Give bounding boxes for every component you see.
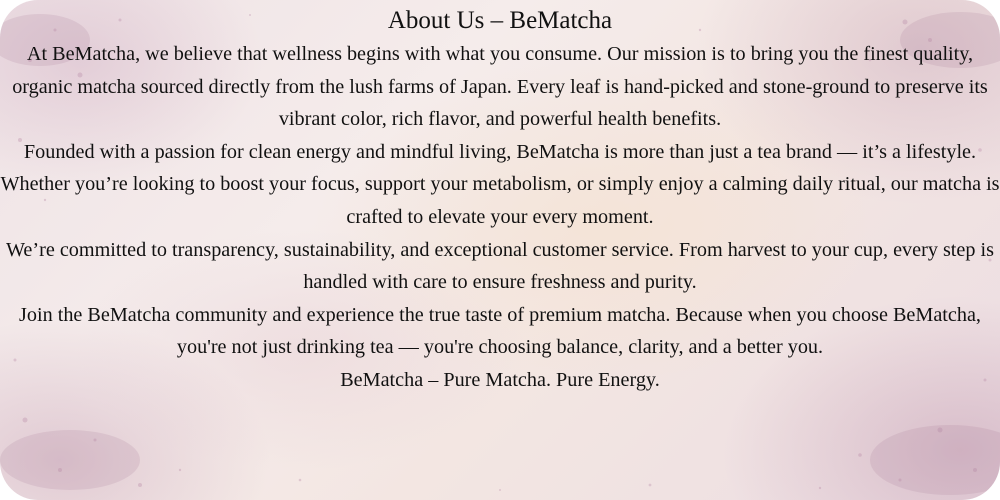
paragraph-mission: At BeMatcha, we believe that wellness begins with what you consume. Our mission is to bring you the finest quality, organic matcha sourced directly from the lush farms of Japan. Every leaf is hand-picked and stone-ground to preserve its vibrant color, rich flavor, and powerful health benefits. — [12, 43, 988, 131]
paragraph-commitment: We’re committed to transparency, sustainability, and exceptional customer service. From harvest to your cup, every step is handled with care to ensure freshness and purity. — [5, 238, 994, 294]
brand-tagline: BeMatcha – Pure Matcha. Pure Energy. — [340, 368, 660, 391]
page-title: About Us – BeMatcha — [387, 7, 613, 34]
paragraph-founded: Founded with a passion for clean energy and mindful living, BeMatcha is more than just a tea brand — it’s a lifestyle. Whether you’re looking to boost your focus, support your metabolism, or simply enjoy a calming daily ritual, our matcha is crafted to elevate your every moment. — [0, 140, 1000, 228]
paragraph-community: Join the BeMatcha community and experience the true taste of premium matcha. Because when you choose BeMatcha, you're not just drinking tea — you're choosing balance, clarity, and a better you. — [19, 303, 981, 359]
about-content — [0, 4, 1000, 397]
